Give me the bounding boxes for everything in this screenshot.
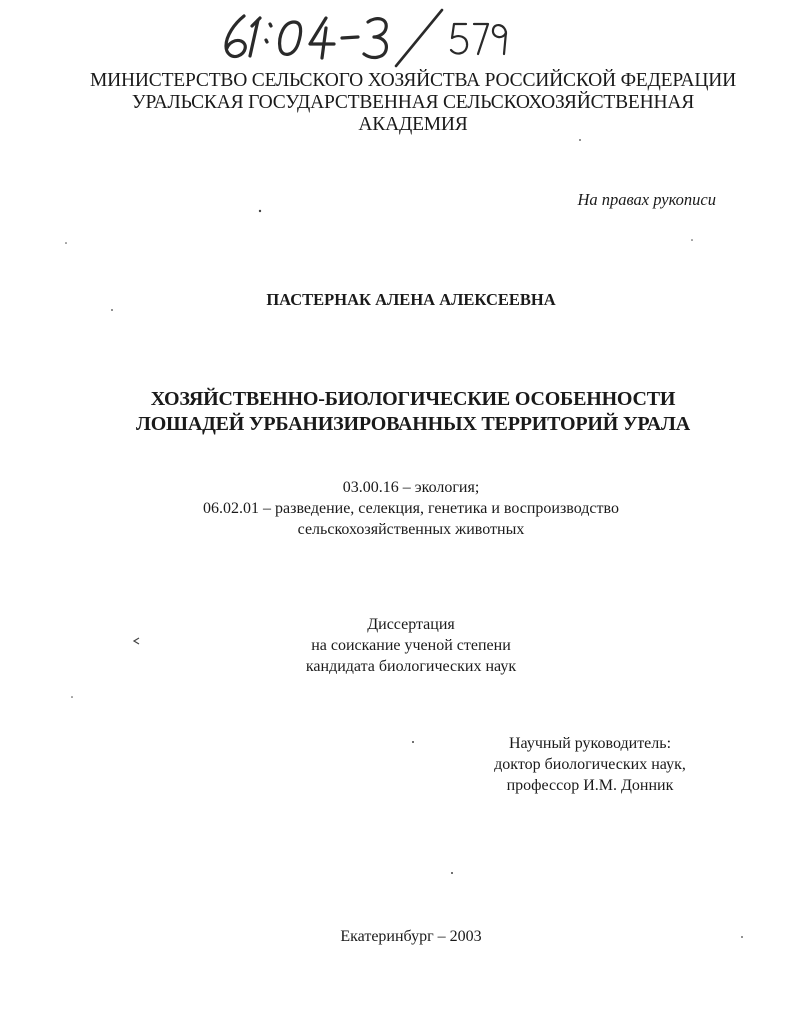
specialty-line-2: 06.02.01 – разведение, селекция, генетика и воспроизводство	[203, 500, 619, 517]
handwritten-number-drawing	[210, 6, 530, 68]
city-year: Екатеринбург – 2003	[340, 928, 482, 945]
ministry-line-2: УРАЛЬСКАЯ ГОСУДАРСТВЕННАЯ СЕЛЬСКОХОЗЯЙСТВЕННАЯ	[131, 92, 695, 113]
work-type-line-3: кандидата биологических наук	[305, 658, 517, 675]
archive-number-handwritten	[210, 6, 530, 68]
work-type-line-1: Диссертация	[367, 616, 455, 633]
work-type	[0, 614, 796, 677]
advisor-line-3: профессор И.М. Донник	[506, 777, 674, 794]
scientific-advisor	[470, 733, 710, 796]
specialties	[0, 477, 796, 540]
advisor-line-2: доктор биологических наук,	[494, 756, 686, 773]
work-type-line-2: на соискание ученой степени	[311, 637, 511, 654]
advisor-line-1: Научный руководитель:	[508, 735, 672, 752]
manuscript-note: На правах рукописи	[577, 190, 716, 209]
dissertation-title	[0, 387, 796, 437]
ministry-header	[60, 70, 766, 136]
ministry-line-3: АКАДЕМИЯ	[358, 114, 468, 135]
title-line-2: ЛОШАДЕЙ УРБАНИЗИРОВАННЫХ ТЕРРИТОРИЙ УРАЛА	[136, 413, 690, 435]
specialty-line-3: сельскохозяйственных животных	[297, 521, 525, 538]
title-line-1: ХОЗЯЙСТВЕННО-БИОЛОГИЧЕСКИЕ ОСОБЕННОСТИ	[150, 388, 676, 410]
specialty-line-1: 03.00.16 – экология;	[342, 479, 480, 496]
author-name: ПАСТЕРНАК АЛЕНА АЛЕКСЕЕВНА	[266, 290, 556, 309]
ministry-line-1: МИНИСТЕРСТВО СЕЛЬСКОГО ХОЗЯЙСТВА РОССИЙСКОЙ ФЕДЕРАЦИИ	[89, 70, 737, 91]
